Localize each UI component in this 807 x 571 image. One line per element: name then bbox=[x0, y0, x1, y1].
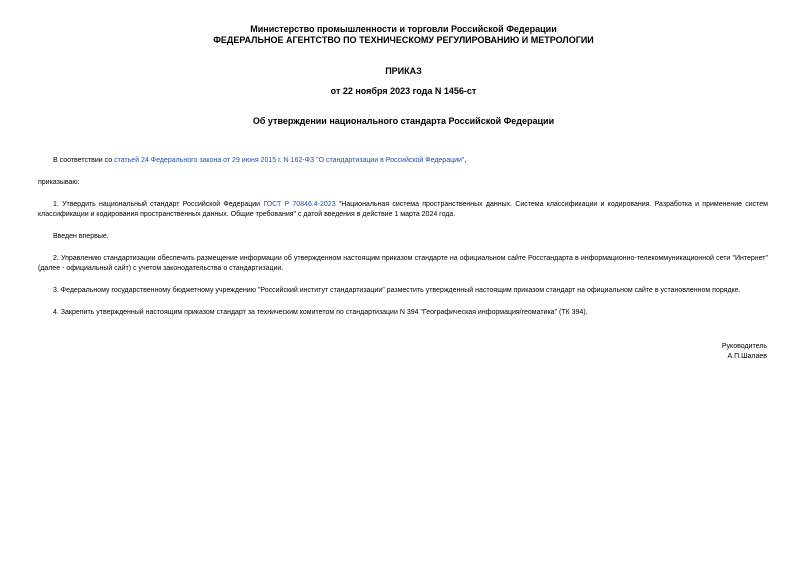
paragraph-basis-prefix: В соответствии со bbox=[53, 157, 115, 164]
agency-name: ФЕДЕРАЛЬНОЕ АГЕНТСТВО ПО ТЕХНИЧЕСКОМУ РЕГУЛИРОВАНИЮ И МЕТРОЛОГИИ bbox=[213, 35, 594, 45]
paragraph-item-1-suffix: "Национальная система пространственных данных. Система классификации и кодирования. Разработка и применение систем классификации и кодирования пространственных данных. Общие требования" с датой введения в действие 1 марта 2024 года. bbox=[38, 201, 768, 218]
law-link[interactable]: статьей 24 Федерального закона от 29 июня 2015 г. N 162-ФЗ "О стандартизации в Российской Федерации" bbox=[114, 157, 465, 164]
ministry-name: Министерство промышленности и торговли Российской Федерации bbox=[250, 24, 557, 34]
order-subject: Об утверждении национального стандарта Российской Федерации bbox=[252, 116, 555, 126]
signature-name: А.П.Шалаев bbox=[727, 353, 767, 360]
paragraph-first-introduced: Введен впервые. bbox=[53, 233, 109, 240]
paragraph-item-4: 4. Закрепить утвержденный настоящим приказом стандарт за техническим комитетом по стандартизации N 394 "Географическая информация/геоматика" (ТК 394). bbox=[53, 309, 588, 316]
paragraph-item-3: 3. Федеральному государственному бюджетному учреждению "Российский институт стандартизации" разместить утвержденный настоящим приказом стандарт на официальном сайте в установленном порядке. bbox=[53, 287, 741, 294]
document-body bbox=[38, 156, 768, 330]
order-word: приказываю: bbox=[38, 179, 80, 186]
paragraph-item-1-prefix: 1. Утвердить национальный стандарт Российской Федерации bbox=[53, 201, 264, 208]
order-title: ПРИКАЗ bbox=[385, 66, 422, 76]
signature-title: Руководитель bbox=[721, 343, 767, 350]
order-date-number: от 22 ноября 2023 года N 1456-ст bbox=[330, 86, 477, 96]
paragraph-basis-suffix: , bbox=[464, 157, 467, 164]
paragraph-basis bbox=[38, 156, 768, 166]
paragraph-item-2: 2. Управлению стандартизации обеспечить размещение информации об утвержденном настоящим приказом стандарте на официальном сайте Росстандарта в информационно-телекоммуникационной сети "Интернет" (далее - официальный сайт) с учетом законодательства о стандартизации. bbox=[38, 255, 768, 272]
standard-link[interactable]: ГОСТ Р 70846.4-2023 bbox=[263, 201, 336, 208]
document-header bbox=[0, 24, 807, 46]
signature-block bbox=[722, 342, 767, 362]
paragraph-item-1 bbox=[38, 200, 768, 220]
